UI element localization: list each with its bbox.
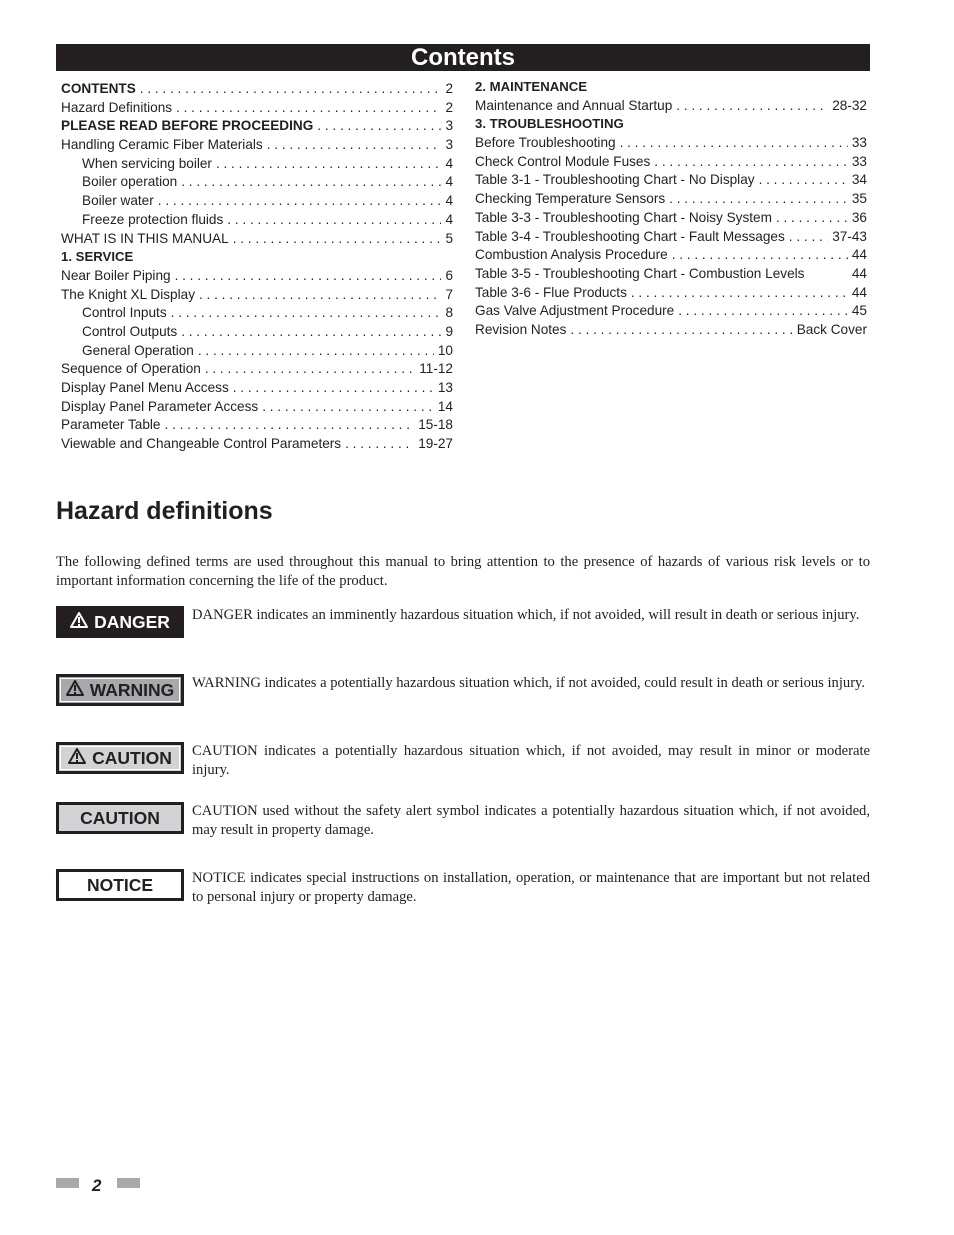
toc-leader-dots: [678, 302, 848, 321]
toc-entry: [61, 342, 453, 361]
toc-entry: [61, 379, 453, 398]
toc-entry-page: 14: [437, 398, 453, 414]
toc-entry: [61, 360, 453, 379]
toc-entry-page: 44: [851, 247, 867, 263]
toc-entry: [61, 323, 453, 342]
toc-leader-dots: [654, 153, 848, 172]
toc-entry-page: 3: [445, 137, 453, 153]
caution-badge: [56, 742, 184, 774]
toc-leader-dots: [140, 80, 442, 99]
caution-plain-description: CAUTION used without the safety alert symbol indicates a potentially hazardous situation which, if not avoided, may result in property damage.: [192, 803, 870, 838]
toc-entry: [475, 97, 867, 116]
caution-plain-badge-label: CAUTION: [80, 807, 160, 828]
toc-entry: [475, 153, 867, 172]
toc-leader-dots: [198, 342, 434, 361]
toc-entry-label: Table 3-1 - Troubleshooting Chart - No Display: [475, 172, 755, 188]
toc-entry-page: 44: [851, 284, 867, 300]
toc-entry-label: Parameter Table: [61, 417, 161, 433]
caution-badge-label: CAUTION: [92, 747, 172, 768]
toc-leader-dots: [669, 190, 848, 209]
toc-entry-label: Control Outputs: [82, 323, 178, 339]
footer-bar-right: [117, 1178, 140, 1188]
toc-entry: [61, 155, 453, 174]
toc-entry-label: Boiler water: [82, 193, 154, 209]
toc-entry-page: 4: [445, 193, 453, 209]
toc-entry-label: Display Panel Parameter Access: [61, 398, 259, 414]
toc-entry-label: Check Control Module Fuses: [475, 153, 651, 169]
notice-badge-label: NOTICE: [86, 874, 154, 895]
toc-entry: [61, 117, 453, 136]
warning-triangle-icon: [70, 612, 88, 633]
toc-leader-dots: [776, 209, 848, 228]
toc-leader-dots: [672, 246, 848, 265]
toc-leader-dots: [233, 379, 434, 398]
toc-leader-dots: [199, 286, 441, 305]
notice-description: NOTICE indicates special instructions on installation, operation, or maintenance that are important but not related to personal injury or property damage.: [192, 870, 870, 905]
toc-entry: [61, 304, 453, 323]
toc-entry: [61, 136, 453, 155]
toc-entry-label: 1. SERVICE: [61, 249, 134, 265]
toc-entry-label: Near Boiler Piping: [61, 267, 171, 283]
toc-entry-page: 35: [851, 191, 867, 207]
toc-entry-page: 2: [445, 81, 453, 96]
footer-bar-left: [56, 1178, 79, 1188]
toc-leader-dots: [158, 192, 442, 211]
toc-entry-label: The Knight XL Display: [61, 286, 195, 302]
hazard-intro-paragraph: The following defined terms are used throughout this manual to bring attention to the presence of hazards of various risk levels or to important information concerning the life of the product.: [56, 554, 870, 589]
notice-badge: [56, 869, 184, 901]
toc-leader-dots: [789, 228, 828, 247]
toc-leader-dots: [176, 99, 441, 118]
toc-entry: [475, 265, 867, 284]
toc-entry-page: 45: [851, 303, 867, 319]
toc-entry-label: Gas Valve Adjustment Procedure: [475, 303, 675, 319]
toc-entry: [475, 190, 867, 209]
toc-entry-page: 7: [445, 286, 453, 302]
toc-entry: [61, 416, 453, 435]
toc-entry-label: Handling Ceramic Fiber Materials: [61, 137, 263, 153]
toc-entry-page: 5: [445, 230, 453, 246]
toc-entry-page: 33: [851, 153, 867, 169]
toc-entry-label: Table 3-4 - Troubleshooting Chart - Fault Messages: [475, 228, 785, 244]
toc-leader-dots: [227, 211, 441, 230]
toc-entry: [61, 211, 453, 230]
toc-entry: [475, 228, 867, 247]
toc-entry-page: 34: [851, 172, 867, 188]
toc-entry-page: 2: [445, 99, 453, 115]
toc-entry-label: WHAT IS IN THIS MANUAL: [61, 230, 229, 246]
toc-entry-label: Boiler operation: [82, 174, 178, 190]
toc-leader-dots: [345, 435, 414, 454]
toc-entry-label: Table 3-6 - Flue Products: [475, 284, 627, 300]
toc-entry-page: 4: [445, 174, 453, 190]
toc-left-column: [61, 80, 453, 454]
toc-entry: [475, 134, 867, 153]
hazard-definitions-title: Hazard definitions: [56, 497, 273, 525]
toc-entry-page: Back Cover: [796, 321, 867, 337]
toc-entry-label: Combustion Analysis Procedure: [475, 247, 668, 263]
toc-entry-label: 2. MAINTENANCE: [475, 79, 588, 94]
danger-description: DANGER indicates an imminently hazardous situation which, if not avoided, will result in death or serious injury.: [192, 607, 860, 623]
toc-leader-dots: [165, 416, 415, 435]
toc-entry: [475, 171, 867, 190]
toc-leader-dots: [171, 304, 442, 323]
toc-leader-dots: [181, 323, 441, 342]
toc-entry: [61, 435, 453, 454]
toc-entry-page: 4: [445, 155, 453, 171]
toc-entry-page: 9: [445, 323, 453, 339]
toc-entry-label: Control Inputs: [82, 305, 167, 321]
toc-entry: [61, 230, 453, 249]
toc-entry: [475, 115, 867, 134]
toc-entry-label: Maintenance and Annual Startup: [475, 97, 673, 113]
warning-badge-label: WARNING: [89, 679, 175, 700]
toc-entry-page: 15-18: [418, 417, 453, 433]
toc-leader-dots: [181, 173, 441, 192]
toc-entry: [61, 267, 453, 286]
toc-entry-label: Freeze protection fluids: [82, 211, 224, 227]
toc-entry: [475, 302, 867, 321]
toc-entry-page: 8: [445, 305, 453, 321]
toc-leader-dots: [676, 97, 828, 116]
toc-entry-page: 44: [851, 265, 867, 281]
toc-right-column: [475, 78, 867, 340]
toc-entry-label: Before Troubleshooting: [475, 135, 616, 151]
toc-entry-label: Hazard Definitions: [61, 99, 173, 115]
toc-entry-label: General Operation: [82, 342, 194, 358]
toc-entry: [61, 173, 453, 192]
toc-entry-label: Viewable and Changeable Control Parameters: [61, 436, 342, 452]
toc-entry: [61, 192, 453, 211]
toc-entry-label: PLEASE READ BEFORE PROCEEDING: [61, 118, 314, 134]
toc-leader-dots: [317, 117, 441, 136]
toc-entry-page: 13: [437, 380, 453, 395]
toc-leader-dots: [620, 134, 848, 153]
toc-entry: [475, 284, 867, 303]
toc-leader-dots: [175, 267, 442, 286]
toc-entry-page: 11-12: [419, 361, 453, 377]
toc-entry-page: 3: [445, 118, 453, 134]
toc-entry: [61, 248, 453, 267]
toc-entry: [475, 78, 867, 97]
toc-entry-page: 33: [851, 135, 867, 151]
toc-entry-page: 4: [445, 211, 453, 227]
toc-entry-label: Checking Temperature Sensors: [475, 191, 666, 207]
toc-leader-dots: [262, 398, 434, 417]
toc-entry: [475, 321, 867, 340]
toc-entry-page: 28-32: [832, 97, 867, 113]
toc-entry: [61, 80, 453, 99]
toc-entry-label: Display Panel Menu Access: [61, 380, 229, 395]
warning-badge: [56, 674, 184, 706]
toc-entry-label: CONTENTS: [61, 81, 136, 96]
toc-entry-page: 6: [445, 267, 453, 283]
toc-leader-dots: [631, 284, 848, 303]
warning-triangle-icon: [66, 680, 84, 701]
toc-entry-label: 3. TROUBLESHOOTING: [475, 116, 624, 132]
warning-description: WARNING indicates a potentially hazardous situation which, if not avoided, could result in death or serious injury.: [192, 675, 866, 691]
toc-entry-page: 36: [851, 209, 867, 225]
toc-entry-page: 10: [437, 342, 453, 358]
toc-leader-dots: [205, 360, 415, 379]
caution-plain-badge: [56, 802, 184, 834]
danger-badge-label: DANGER: [94, 611, 170, 632]
toc-entry-label: When servicing boiler: [82, 155, 212, 171]
toc-entry-label: Sequence of Operation: [61, 361, 201, 377]
toc-entry: [61, 286, 453, 305]
toc-leader-dots: [759, 171, 848, 190]
toc-entry-label: Table 3-5 - Troubleshooting Chart - Combustion Levels: [475, 265, 805, 281]
toc-entry-page: 19-27: [418, 436, 453, 452]
toc-entry-label: Table 3-3 - Troubleshooting Chart - Noisy System: [475, 209, 772, 225]
warning-triangle-icon: [68, 748, 86, 769]
toc-entry: [61, 99, 453, 118]
contents-banner: Contents: [56, 44, 870, 71]
toc-leader-dots: [216, 155, 441, 174]
page-number: 2: [92, 1176, 102, 1195]
danger-badge: [56, 606, 184, 638]
toc-entry-label: Revision Notes: [475, 321, 567, 337]
toc-entry: [475, 246, 867, 265]
toc-entry: [475, 209, 867, 228]
toc-entry-page: 37-43: [832, 228, 867, 244]
toc-leader-dots: [570, 321, 792, 340]
toc-leader-dots: [267, 136, 442, 155]
toc-entry: [61, 398, 453, 417]
toc-leader-dots: [233, 230, 442, 249]
caution-description: CAUTION indicates a potentially hazardous situation which, if not avoided, may result in minor or moderate injury.: [192, 743, 870, 778]
